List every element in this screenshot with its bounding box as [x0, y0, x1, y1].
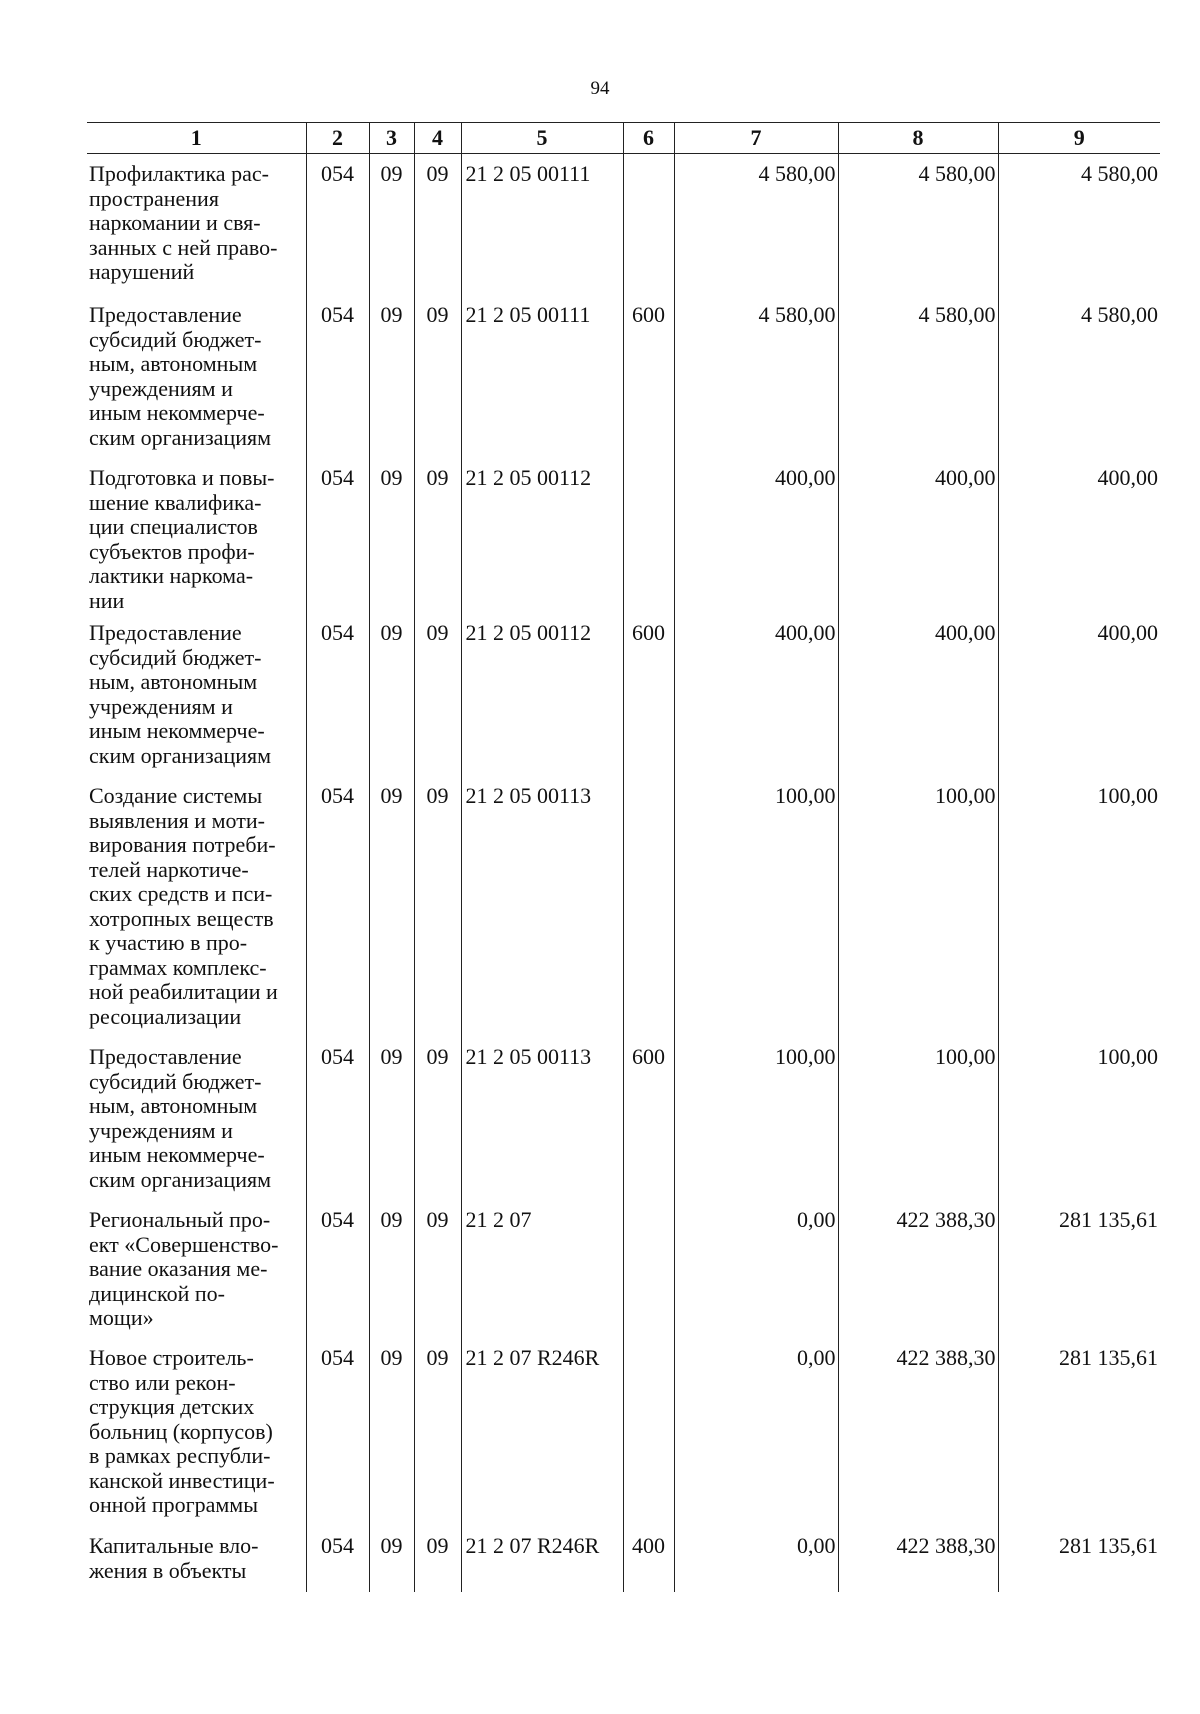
col-amount-3: 4 580,00 [998, 295, 1160, 458]
col-expense-type: 400 [623, 1526, 674, 1592]
col-target-article: 21 2 05 00111 [461, 154, 623, 296]
col-amount-2: 100,00 [838, 1037, 998, 1200]
col-pr: 09 [414, 154, 461, 296]
col-expense-type [623, 776, 674, 1037]
col-amount-1: 400,00 [674, 613, 838, 776]
row-name-line: мощи» [89, 1305, 154, 1330]
col-amount-2: 422 388,30 [838, 1200, 998, 1338]
row-name [87, 295, 306, 458]
row-name-line: учреждениям и [89, 375, 233, 401]
row-name-line: субсидий бюджет- [89, 1068, 262, 1094]
table-header [87, 123, 1160, 154]
col-amount-2: 422 388,30 [838, 1338, 998, 1526]
col-expense-type: 600 [623, 1037, 674, 1200]
row-name-line: Региональный про- [89, 1207, 271, 1232]
col-gr: 054 [306, 776, 369, 1037]
row-name-line: жения в объекты [89, 1557, 247, 1583]
row-name-line: Профилактика рас- [89, 161, 269, 186]
row-name-line: ским организациям [89, 1166, 272, 1192]
col-amount-3: 281 135,61 [998, 1526, 1160, 1592]
row-name-line: больниц (корпусов) [89, 1418, 273, 1444]
col-amount-2: 400,00 [838, 458, 998, 613]
col-gr: 054 [306, 1037, 369, 1200]
col-pr: 09 [414, 1526, 461, 1592]
col-target-article: 21 2 05 00113 [461, 1037, 623, 1200]
row-name-line: дицинской по- [89, 1280, 225, 1306]
col-amount-1: 0,00 [674, 1200, 838, 1338]
col-pr: 09 [414, 776, 461, 1037]
row-name-line: телей наркотиче- [89, 856, 249, 882]
row-name-line: ект «Совершенство- [89, 1231, 279, 1257]
col-gr: 054 [306, 295, 369, 458]
col-amount-2: 4 580,00 [838, 154, 998, 296]
col-target-article: 21 2 05 00112 [461, 613, 623, 776]
col-amount-1: 0,00 [674, 1338, 838, 1526]
col-rz: 09 [369, 458, 414, 613]
col-gr: 054 [306, 1338, 369, 1526]
column-header: 4 [414, 123, 461, 154]
col-expense-type: 600 [623, 613, 674, 776]
row-name-line: Создание системы [89, 783, 263, 808]
row-name-line: учреждениям и [89, 693, 233, 719]
col-pr: 09 [414, 295, 461, 458]
row-name-line: субсидий бюджет- [89, 326, 262, 352]
row-name-line: вание оказания ме- [89, 1256, 268, 1281]
table-body [87, 154, 1160, 1593]
col-amount-1: 400,00 [674, 458, 838, 613]
col-rz: 09 [369, 613, 414, 776]
col-pr: 09 [414, 613, 461, 776]
col-gr: 054 [306, 458, 369, 613]
row-name-line: ским организациям [89, 742, 272, 768]
table-row [87, 1338, 1160, 1526]
col-target-article: 21 2 05 00112 [461, 458, 623, 613]
row-name [87, 458, 306, 613]
col-rz: 09 [369, 1526, 414, 1592]
table-row [87, 613, 1160, 776]
row-name-line: к участию в про- [89, 930, 248, 955]
col-pr: 09 [414, 1037, 461, 1200]
row-name-line: канской инвестици- [89, 1467, 275, 1493]
col-target-article: 21 2 07 [461, 1200, 623, 1338]
table-row [87, 1037, 1160, 1200]
col-amount-3: 281 135,61 [998, 1200, 1160, 1338]
row-name-line: ским организациям [89, 424, 272, 450]
col-rz: 09 [369, 295, 414, 458]
row-name-line: иным некоммерче- [89, 1142, 265, 1167]
col-expense-type [623, 1200, 674, 1338]
row-name-line: онной программы [89, 1492, 259, 1517]
column-header: 2 [306, 123, 369, 154]
budget-table [87, 122, 1160, 1592]
col-gr: 054 [306, 154, 369, 296]
col-expense-type: 600 [623, 295, 674, 458]
col-amount-3: 4 580,00 [998, 154, 1160, 296]
row-name [87, 1037, 306, 1200]
row-name [87, 154, 306, 296]
col-expense-type [623, 458, 674, 613]
row-name-line: наркомании и свя- [89, 210, 261, 235]
column-header: 7 [674, 123, 838, 154]
table-row [87, 154, 1160, 296]
col-amount-3: 100,00 [998, 1037, 1160, 1200]
col-amount-1: 100,00 [674, 776, 838, 1037]
row-name-line: ских средств и пси- [89, 881, 273, 906]
row-name-line: струкция детских [89, 1394, 255, 1419]
row-name-line: иным некоммерче- [89, 718, 265, 743]
col-pr: 09 [414, 1338, 461, 1526]
table-row [87, 458, 1160, 613]
row-name-line: Предоставление [89, 1044, 242, 1069]
row-name-line: Новое строитель- [89, 1345, 254, 1370]
row-name-line: ным, автономным [89, 669, 258, 694]
col-target-article: 21 2 05 00113 [461, 776, 623, 1037]
row-name [87, 1200, 306, 1338]
row-name-line: вирования потреби- [89, 832, 276, 857]
row-name-line: субсидий бюджет- [89, 644, 262, 670]
column-header: 3 [369, 123, 414, 154]
row-name-line: ресоциализации [89, 1003, 242, 1029]
row-name [87, 1526, 306, 1592]
col-rz: 09 [369, 154, 414, 296]
row-name-line: иным некоммерче- [89, 400, 265, 425]
row-name-line: ным, автономным [89, 351, 258, 376]
col-pr: 09 [414, 1200, 461, 1338]
column-header: 8 [838, 123, 998, 154]
row-name-line: Капитальные вло- [89, 1533, 259, 1558]
col-amount-3: 400,00 [998, 458, 1160, 613]
col-amount-3: 100,00 [998, 776, 1160, 1037]
row-name-line: Предоставление [89, 302, 242, 327]
row-name-line: ство или рекон- [89, 1369, 236, 1395]
row-name-line: нии [89, 587, 125, 613]
table-row [87, 1526, 1160, 1592]
column-header: 6 [623, 123, 674, 154]
col-expense-type [623, 1338, 674, 1526]
row-name [87, 776, 306, 1037]
row-name-line: ной реабилитации и [89, 979, 278, 1004]
column-header: 9 [998, 123, 1160, 154]
table-row [87, 295, 1160, 458]
row-name [87, 613, 306, 776]
row-name-line: шение квалифика- [89, 489, 262, 515]
row-name-line: хотропных веществ [89, 905, 274, 931]
row-name-line: нарушений [89, 259, 195, 284]
col-amount-2: 4 580,00 [838, 295, 998, 458]
col-rz: 09 [369, 1200, 414, 1338]
col-amount-3: 281 135,61 [998, 1338, 1160, 1526]
col-target-article: 21 2 05 00111 [461, 295, 623, 458]
col-amount-3: 400,00 [998, 613, 1160, 776]
col-rz: 09 [369, 776, 414, 1037]
table-row [87, 1200, 1160, 1338]
col-gr: 054 [306, 613, 369, 776]
row-name-line: в рамках республи- [89, 1443, 271, 1468]
row-name-line: учреждениям и [89, 1117, 233, 1143]
col-amount-2: 400,00 [838, 613, 998, 776]
header-row [87, 123, 1160, 154]
col-rz: 09 [369, 1338, 414, 1526]
row-name-line: граммах комплекс- [89, 954, 267, 980]
col-amount-2: 100,00 [838, 776, 998, 1037]
page-number: 94 [590, 78, 610, 99]
row-name-line: пространения [89, 185, 219, 211]
column-header: 1 [87, 123, 306, 154]
col-expense-type [623, 154, 674, 296]
col-amount-2: 422 388,30 [838, 1526, 998, 1592]
col-gr: 054 [306, 1526, 369, 1592]
column-header: 5 [461, 123, 623, 154]
row-name-line: субъектов профи- [89, 538, 255, 564]
col-target-article: 21 2 07 R246R [461, 1526, 623, 1592]
col-amount-1: 100,00 [674, 1037, 838, 1200]
col-amount-1: 4 580,00 [674, 295, 838, 458]
row-name-line: лактики наркома- [89, 563, 254, 588]
row-name [87, 1338, 306, 1526]
row-name-line: ции специалистов [89, 514, 258, 539]
row-name-line: Предоставление [89, 620, 242, 645]
row-name-line: Подготовка и повы- [89, 465, 275, 490]
table-row [87, 776, 1160, 1037]
col-pr: 09 [414, 458, 461, 613]
col-amount-1: 4 580,00 [674, 154, 838, 296]
row-name-line: занных с ней право- [89, 234, 278, 260]
col-rz: 09 [369, 1037, 414, 1200]
row-name-line: выявления и моти- [89, 807, 265, 833]
row-name-line: ным, автономным [89, 1093, 258, 1118]
col-amount-1: 0,00 [674, 1526, 838, 1592]
col-gr: 054 [306, 1200, 369, 1338]
col-target-article: 21 2 07 R246R [461, 1338, 623, 1526]
